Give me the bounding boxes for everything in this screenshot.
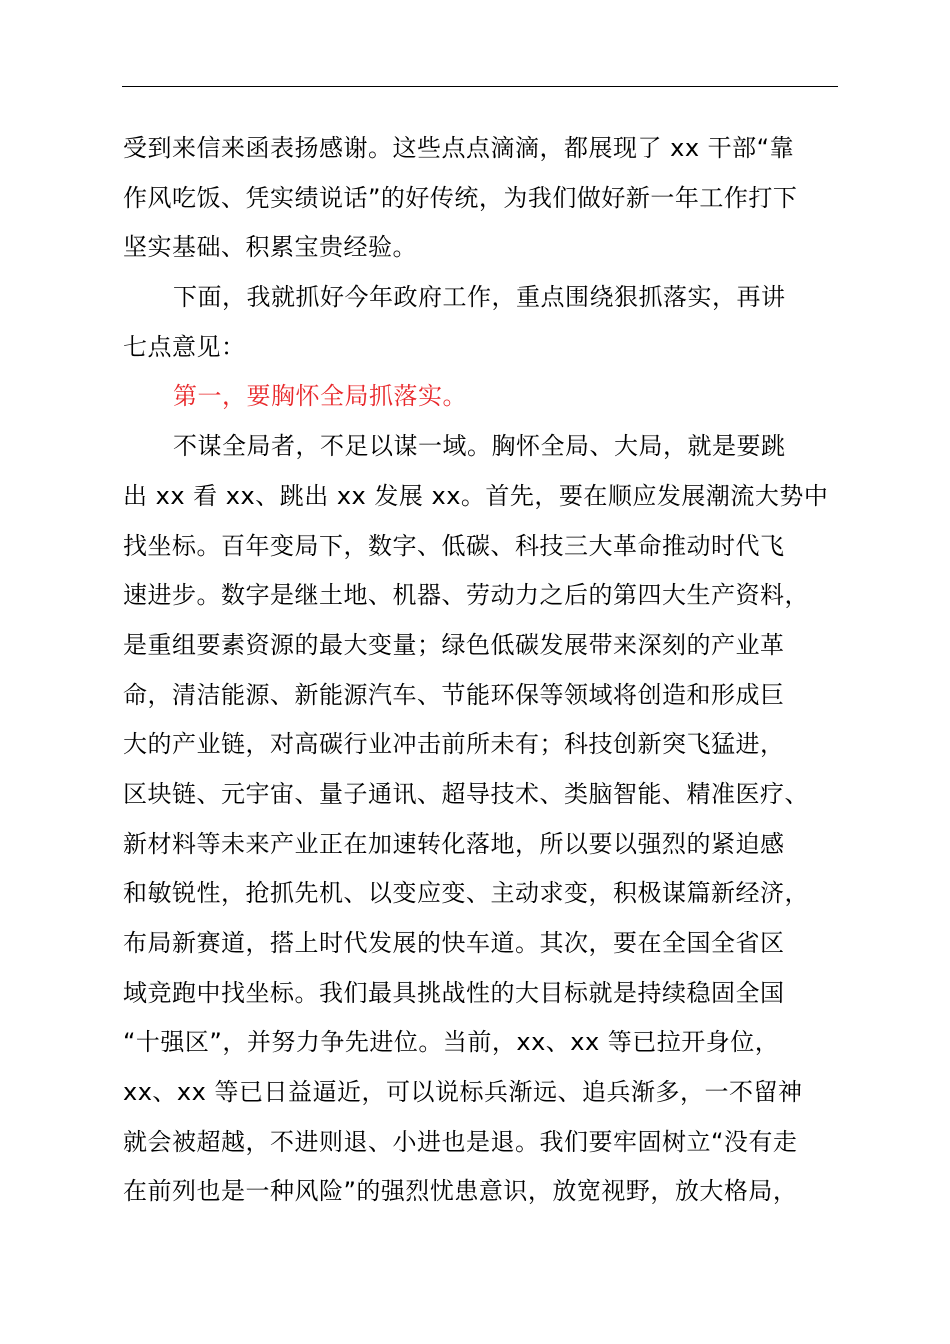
text-line: 作风吃饭、凭实绩说话”的好传统，为我们做好新一年工作打下 xyxy=(123,183,798,212)
text-line: 和敏锐性，抢抓先机、以变应变、主动求变，积极谋篇新经济， xyxy=(123,879,809,908)
text-line: 受到来信来函表扬感谢。这些点点滴滴，都展现了 xx 干部“靠 xyxy=(123,134,795,162)
text-line: 布局新赛道，搭上时代发展的快车道。其次，要在全国全省区 xyxy=(123,929,785,957)
text-line: 速进步。数字是继土地、机器、劳动力之后的第四大生产资料， xyxy=(123,581,809,610)
text-line: 出 xx 看 xx、跳出 xx 发展 xx。首先，要在顺应发展潮流大势中 xyxy=(123,481,829,510)
paragraph-1 xyxy=(123,124,843,273)
text-line: 大的产业链，对高碳行业冲击前所未有；科技创新突飞猛进， xyxy=(123,730,785,759)
text-line: 域竞跑中找坐标。我们最具挑战性的大目标就是持续稳固全国 xyxy=(123,978,785,1007)
text-line: 找坐标。百年变局下，数字、低碳、科技三大革命推动时代飞 xyxy=(123,531,785,560)
document-body xyxy=(123,124,843,1217)
paragraph-2 xyxy=(123,273,843,372)
text-line: 就会被超越，不进则退、小进也是退。我们要牢固树立“没有走 xyxy=(123,1127,798,1156)
text-line: 命，清洁能源、新能源汽车、节能环保等领域将创造和形成巨 xyxy=(123,680,785,709)
paragraph-3 xyxy=(123,422,843,1217)
text-line: 下面，我就抓好今年政府工作，重点围绕狠抓落实，再讲 xyxy=(173,283,786,312)
text-line: 坚实基础、积累宝贵经验。 xyxy=(123,233,417,262)
text-line: xx、xx 等已日益逼近，可以说标兵渐远、追兵渐多，一不留神 xyxy=(123,1078,803,1107)
text-line: “十强区”，并努力争先进位。当前，xx、xx 等已拉开身位， xyxy=(123,1028,780,1057)
text-line: 区块链、元宇宙、量子通讯、超导技术、类脑智能、精准医疗、 xyxy=(123,779,809,808)
text-line: 不谋全局者，不足以谋一域。胸怀全局、大局，就是要跳 xyxy=(173,432,786,461)
section-heading xyxy=(123,372,843,422)
text-line: 是重组要素资源的最大变量；绿色低碳发展带来深刻的产业革 xyxy=(123,630,785,659)
text-line: 在前列也是一种风险”的强烈忧患意识，放宽视野，放大格局， xyxy=(123,1177,798,1206)
heading-text: 第一，要胸怀全局抓落实。 xyxy=(173,382,467,411)
text-line: 新材料等未来产业正在加速转化落地，所以要以强烈的紧迫感 xyxy=(123,829,785,858)
header-rule xyxy=(122,86,838,87)
text-line: 七点意见： xyxy=(123,332,246,361)
